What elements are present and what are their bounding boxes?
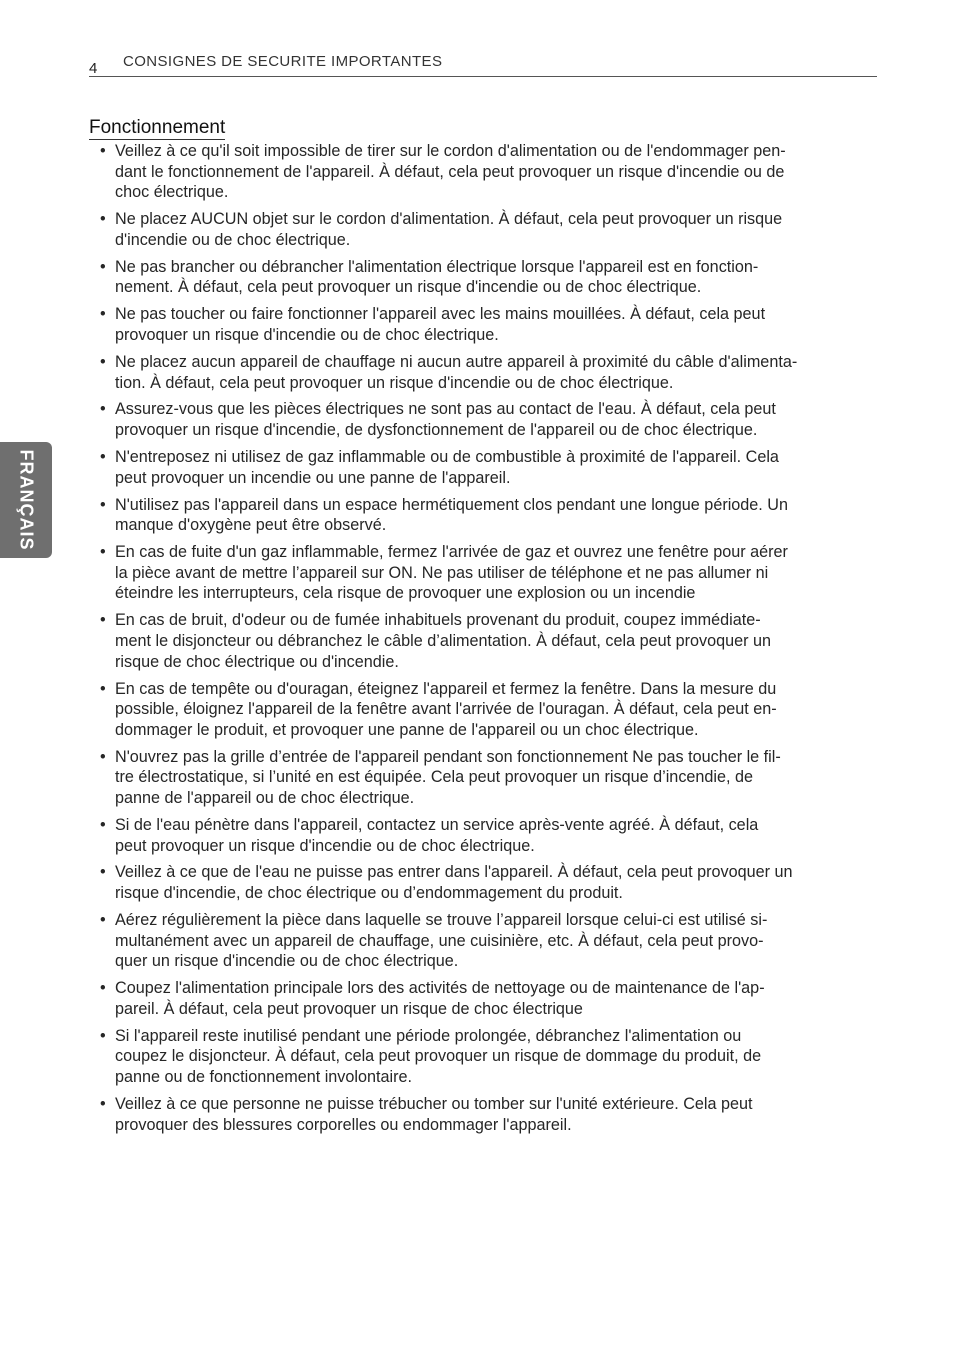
list-item-line: Ne pas toucher ou faire fonctionner l'appareil avec les mains mouillées. À défaut, cela peut (115, 305, 766, 324)
header-title: CONSIGNES DE SECURITE IMPORTANTES (123, 53, 443, 70)
bullet-icon: • (100, 1026, 106, 1045)
list-item-line: tre électrostatique, si l’unité en est équipée. Cela peut provoquer un risque d’incendie, de (115, 768, 754, 787)
list-item (100, 447, 880, 488)
bullet-icon: • (100, 679, 106, 698)
list-item (100, 1026, 880, 1088)
list-item-line: En cas de fuite d'un gaz inflammable, fermez l'arrivée de gaz et ouvrez une fenêtre pour aérer (115, 543, 788, 562)
list-item-line: Si de l'eau pénètre dans l'appareil, contactez un service après-vente agréé. À défaut, cela (115, 815, 759, 834)
list-item-line: d'incendie ou de choc électrique. (115, 230, 351, 249)
list-item-line: provoquer des blessures corporelles ou endommager l'appareil. (115, 1115, 572, 1134)
list-item (100, 352, 880, 393)
list-item-line: choc électrique. (115, 183, 229, 202)
list-item-line: N'utilisez pas l'appareil dans un espace hermétiquement clos pendant une longue période. Un (115, 495, 788, 514)
list-item-line: provoquer un risque d'incendie, de dysfonctionnement de l'appareil ou de choc électrique. (115, 421, 758, 440)
list-item-line: la pièce avant de mettre l’appareil sur ON. Ne pas utiliser de téléphone et ne pas allumer ni (115, 563, 769, 582)
bullet-icon: • (100, 863, 106, 882)
page-header (89, 52, 877, 77)
bullet-icon: • (100, 815, 106, 834)
bullet-icon: • (100, 911, 106, 930)
bullet-icon: • (100, 210, 106, 229)
language-tab (0, 442, 52, 558)
bullet-icon: • (100, 495, 106, 514)
list-item-line: dant le fonctionnement de l'appareil. À défaut, cela peut provoquer un risque d'incendie ou de (115, 162, 785, 181)
language-tab-label: FRANÇAIS (16, 449, 37, 551)
page-number: 4 (89, 60, 98, 77)
bullet-icon: • (100, 1094, 106, 1113)
list-item-line: En cas de bruit, d'odeur ou de fumée inhabituels provenant du produit, coupez immédiate- (115, 611, 761, 630)
list-item (100, 209, 880, 250)
list-item-line: possible, éloignez l'appareil de la fenêtre avant l'arrivée de l'ouragan. À défaut, cela peut en- (115, 700, 777, 719)
list-item-line: Assurez-vous que les pièces électriques ne sont pas au contact de l'eau. À défaut, cela peut (115, 400, 776, 419)
list-item-line: Veillez à ce qu'il soit impossible de tirer sur le cordon d'alimentation ou de l'endommager pen- (115, 142, 786, 160)
list-item-line: risque d'incendie, de choc électrique ou d’endommagement du produit. (115, 884, 623, 903)
list-item (100, 862, 880, 903)
list-item-line: tion. À défaut, cela peut provoquer un risque d'incendie ou de choc électrique. (115, 373, 674, 392)
bullet-icon: • (100, 747, 106, 766)
list-item-line: quer un risque d'incendie ou de choc électrique. (115, 952, 459, 971)
bullet-icon: • (100, 305, 106, 324)
list-item-line: nement. À défaut, cela peut provoquer un risque d'incendie ou de choc électrique. (115, 278, 702, 297)
list-item (100, 141, 880, 203)
section-title: Fonctionnement (89, 117, 226, 138)
list-item-line: risque de choc électrique ou d'incendie. (115, 652, 399, 671)
list-item-line: panne ou de fonctionnement involontaire. (115, 1068, 412, 1086)
list-item-line: Ne pas brancher ou débrancher l'alimentation électrique lorsque l'appareil est en fonction- (115, 257, 759, 276)
bullet-icon: • (100, 142, 106, 160)
list-item-line: provoquer un risque d'incendie ou de choc électrique. (115, 325, 499, 344)
list-item-line: peut provoquer un risque d'incendie ou de choc électrique. (115, 836, 535, 855)
bullet-icon: • (100, 257, 106, 276)
list-item-line: Veillez à ce que personne ne puisse trébucher ou tomber sur l'unité extérieure. Cela peut (115, 1094, 753, 1113)
list-item (100, 747, 880, 809)
list-item-line: multanément avec un appareil de chauffage, une cuisinière, etc. À défaut, cela peut provo- (115, 931, 764, 950)
bullet-icon: • (100, 611, 106, 630)
bullet-icon: • (100, 979, 106, 998)
list-item-line: ment le disjoncteur ou débranchez le câble d’alimentation. À défaut, cela peut provoquer un (115, 631, 772, 650)
list-item-line: dommager le produit, et provoquer une panne de l'appareil ou un choc électrique. (115, 720, 699, 739)
list-item-line: panne de l'appareil ou de choc électrique. (115, 788, 415, 807)
list-item-line: Ne placez aucun appareil de chauffage ni aucun autre appareil à proximité du câble d'alimenta- (115, 352, 798, 371)
list-item-line: pareil. À défaut, cela peut provoquer un risque de choc électrique (115, 999, 583, 1018)
list-item (100, 257, 880, 298)
list-item (100, 910, 880, 972)
list-item (100, 399, 880, 440)
list-item (100, 679, 880, 741)
list-item-line: Aérez régulièrement la pièce dans laquelle se trouve l’appareil lorsque celui-ci est utilisé si- (115, 911, 768, 930)
bullet-icon: • (100, 400, 106, 419)
list-item-line: Coupez l'alimentation principale lors des activités de nettoyage ou de maintenance de l'ap- (115, 979, 765, 998)
safety-list (100, 141, 880, 1142)
bullet-icon: • (100, 352, 106, 371)
list-item (100, 542, 880, 604)
list-item-line: N'entreposez ni utilisez de gaz inflammable ou de combustible à proximité de l'appareil. Cela (115, 448, 779, 467)
list-item (100, 815, 880, 856)
list-item (100, 1094, 880, 1135)
bullet-icon: • (100, 448, 106, 467)
bullet-icon: • (100, 543, 106, 562)
list-item-line: N'ouvrez pas la grille d’entrée de l'appareil pendant son fonctionnement Ne pas toucher le fil- (115, 747, 781, 766)
list-item-line: éteindre les interrupteurs, cela risque de provoquer une explosion ou un incendie (115, 584, 696, 603)
list-item-line: manque d'oxygène peut être observé. (115, 516, 387, 535)
list-item (100, 304, 880, 345)
list-item-line: peut provoquer un incendie ou une panne de l'appareil. (115, 468, 511, 487)
list-item-line: En cas de tempête ou d'ouragan, éteignez l'appareil et fermez la fenêtre. Dans la mesure du (115, 679, 777, 698)
list-item-line: Veillez à ce que de l'eau ne puisse pas entrer dans l'appareil. À défaut, cela peut provoquer un (115, 863, 793, 882)
list-item-line: Si l'appareil reste inutilisé pendant une période prolongée, débranchez l'alimentation ou (115, 1026, 742, 1045)
list-item-line: Ne placez AUCUN objet sur le cordon d'alimentation. À défaut, cela peut provoquer un risque (115, 210, 783, 229)
list-item (100, 610, 880, 672)
list-item-line: coupez le disjoncteur. À défaut, cela peut provoquer un risque de dommage du produit, de (115, 1047, 762, 1066)
list-item (100, 978, 880, 1019)
list-item (100, 495, 880, 536)
